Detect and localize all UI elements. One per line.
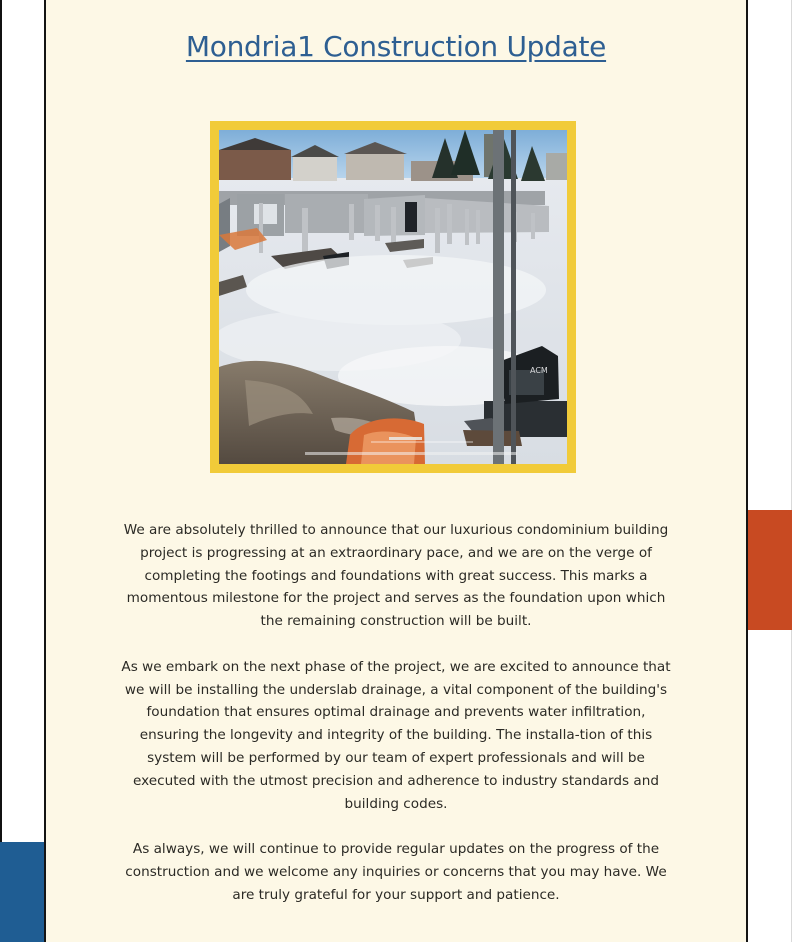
newsletter-title-link[interactable]: Mondria1 Construction Update (185, 30, 607, 63)
construction-site-photo (219, 130, 567, 464)
newsletter-panel (44, 0, 748, 942)
right-orange-accent-block (748, 510, 792, 630)
announcement-paragraph-2: As we embark on the next phase of the project, we are excited to announce that we will be installing the underslab drainage, a vital component of the building's foundation that ensures optimal drainage and prevents water infiltration, ensuring the longevity and integrity of the building. The installa-tion of this system will be performed by our team of expert professionals and will be executed with the utmost precision and adherence to industry standards and building codes. (121, 658, 671, 812)
left-outer-border (0, 0, 2, 842)
announcement-paragraph-1: We are absolutely thrilled to announce that our luxurious condominium building project is progressing at an extraordinary pace, and we are on the verge of completing the footings and foundations with great success. This marks a momentous milestone for the project and serves as the foundation upon which the remaining construction will be built. (123, 522, 669, 630)
construction-photo-frame (210, 121, 576, 473)
newsletter-body (120, 519, 672, 907)
announcement-paragraph-3: As always, we will continue to provide regular updates on the progress of the construction and we welcome any inquiries or concerns that you may have. We are truly grateful for your support and patience. (125, 841, 667, 903)
left-blue-accent-block (0, 842, 44, 942)
svg-text:ACM: ACM (530, 366, 548, 375)
